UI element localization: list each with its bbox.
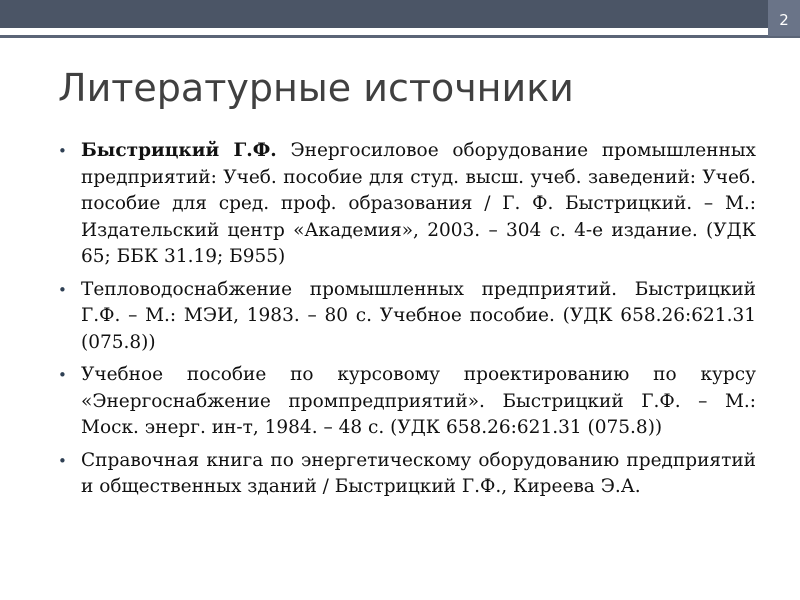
source-text: Учебное пособие по курсовому проектированию по курсу «Энергоснабжение промпредприятий». Быстрицкий Г.Ф. – М.: Моск. энерг. ин-т, 1984. – 48 с. (УДК 658.26:621.31 (075.8)) xyxy=(81,364,756,438)
source-item xyxy=(58,448,756,501)
source-text: Энергосиловое оборудование промышленных предприятий: Учеб. пособие для студ. высш. учеб. заведений: Учеб. пособие для сред. проф. образования / Г. Ф. Быстрицкий. – М.: Издательский центр «Академия», 2003. – 304 с. 4-е издание. (УДК 65; ББК 31.19; Б955) xyxy=(81,140,756,267)
source-text: Справочная книга по энергетическому оборудованию предприятий и общественных зданий / Быстрицкий Г.Ф., Киреева Э.А. xyxy=(81,449,756,497)
source-list xyxy=(58,138,756,501)
slide-title: Литературные источники xyxy=(58,66,574,110)
source-text: Тепловодоснабжение промышленных предприятий. Быстрицкий Г.Ф. – М.: МЭИ, 1983. – 80 с. Учебное пособие. (УДК 658.26:621.31 (075.8)) xyxy=(81,278,756,353)
source-author: Быстрицкий Г.Ф. xyxy=(81,140,277,161)
bullet-icon: • xyxy=(58,366,67,384)
header-bar xyxy=(0,0,800,28)
bullet-icon: • xyxy=(58,142,67,160)
bullet-icon: • xyxy=(58,451,67,470)
source-item xyxy=(58,277,756,357)
source-item xyxy=(58,362,756,442)
bullet-icon: • xyxy=(58,280,67,299)
source-item xyxy=(58,138,756,271)
header-divider xyxy=(0,35,800,38)
slide-number-badge: 2 xyxy=(768,0,800,36)
